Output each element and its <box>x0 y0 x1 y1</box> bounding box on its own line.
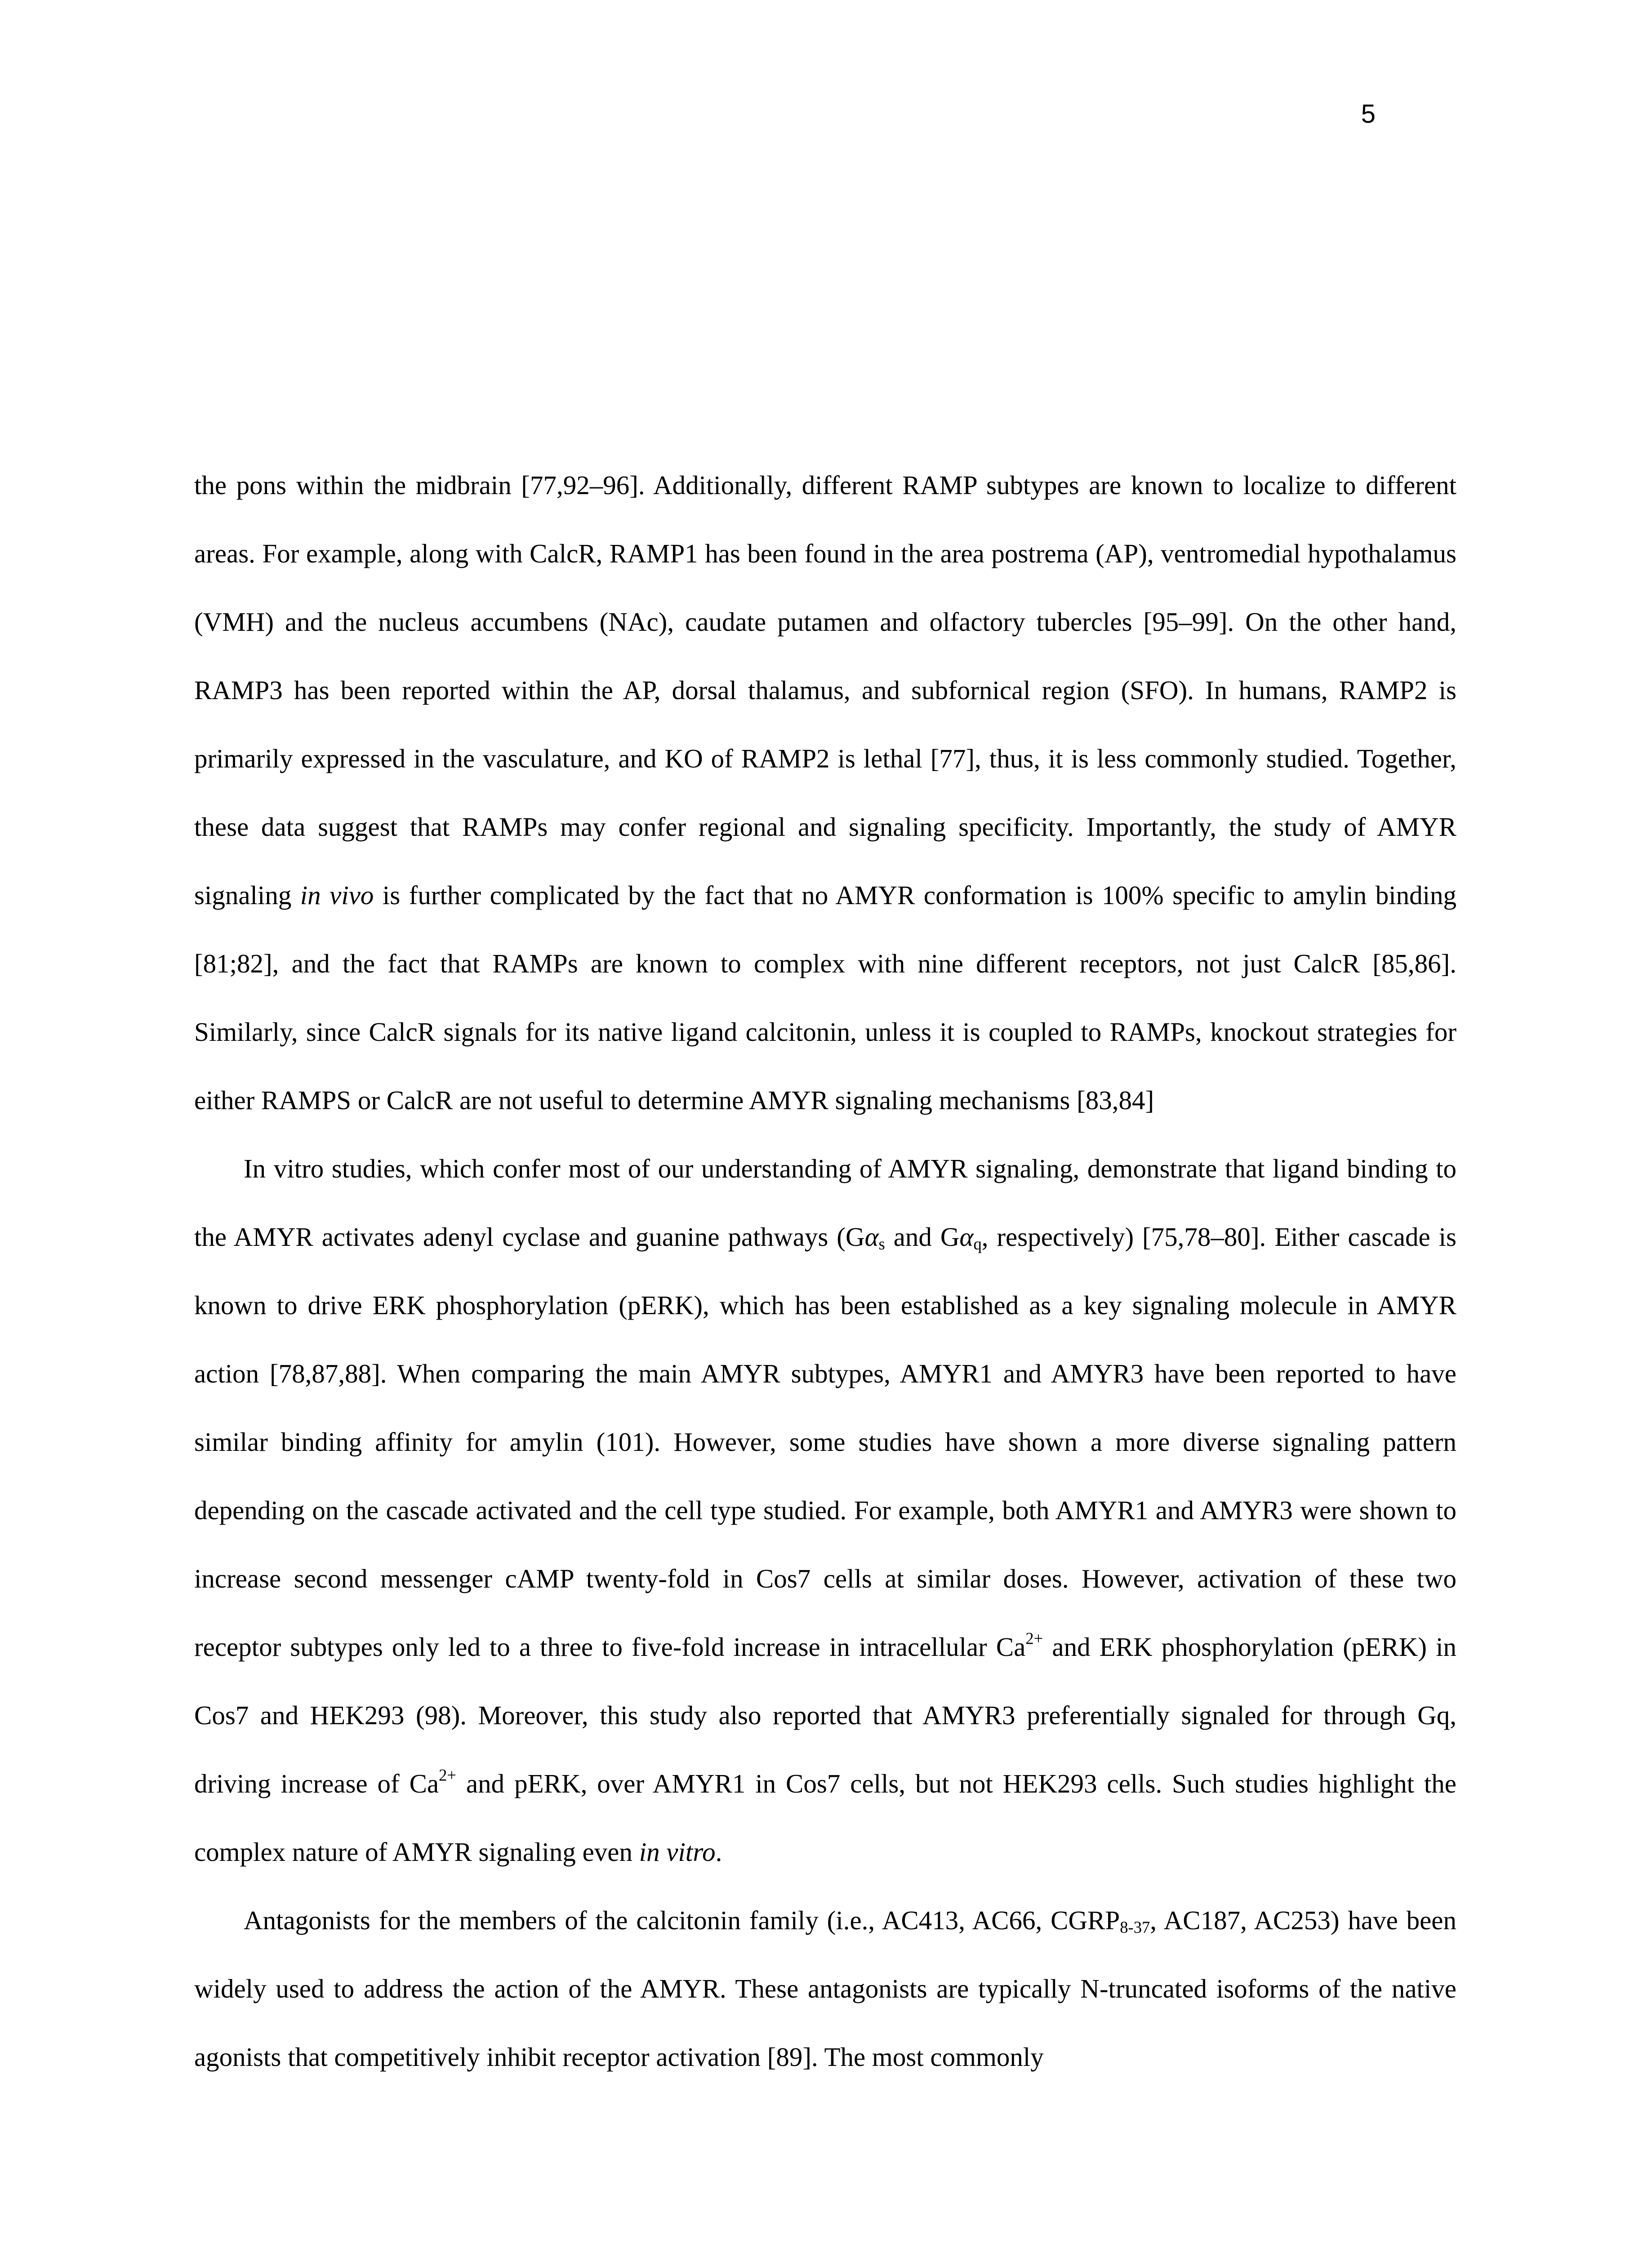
text-run: in vitro <box>639 1837 716 1867</box>
text-run: in vivo <box>300 880 374 910</box>
text-run: α <box>864 1222 879 1252</box>
text-run: , respectively) [75,78–80]. Either cascade is known to drive ERK phosphorylation (pERK), which has been established as a key signaling molecule in AMYR action [78,87,88]. When comparing the main AMYR subtypes, AMYR1 and AMYR3 have been reported to have similar binding affinity for amylin (101). However, some studies have shown a more diverse signaling pattern depending on the cascade activated and the cell type studied. For example, both AMYR1 and AMYR3 were shown to increase second messenger cAMP twenty-fold in Cos7 cells at similar doses. However, activation of these two receptor subtypes only led to a three to five-fold increase in intracellular Ca <box>194 1222 1456 1662</box>
paragraph <box>194 1886 1456 2091</box>
text-run: and G <box>885 1222 960 1252</box>
text-run: the pons within the midbrain [77,92–96]. Additionally, different RAMP subtypes are known to localize to different areas. For example, along with CalcR, RAMP1 has been found in the area postrema (AP), ventromedial hypothalamus (VMH) and the nucleus accumbens (NAc), caudate putamen and olfactory tubercles [95–99]. On the other hand, RAMP3 has been reported within the AP, dorsal thalamus, and subfornical region (SFO). In humans, RAMP2 is primarily expressed in the vasculature, and KO of RAMP2 is lethal [77], thus, it is less commonly studied. Together, these data suggest that RAMPs may confer regional and signaling specificity. Importantly, the study of AMYR signaling <box>194 470 1456 910</box>
body-text <box>194 451 1456 2091</box>
text-run: 2+ <box>439 1766 457 1784</box>
text-run: Antagonists for the members of the calcitonin family (i.e., AC413, AC66, CGRP <box>244 1905 1120 1935</box>
text-run: , AC187, AC253) have been widely used to address the action of the AMYR. These antagonists are typically N-truncated isoforms of the native agonists that competitively inhibit receptor activation [89]. The most commonly <box>194 1905 1456 2072</box>
text-run: s <box>878 1235 885 1253</box>
text-run: q <box>973 1235 982 1253</box>
page-number: 5 <box>1361 99 1376 129</box>
paragraph <box>194 1134 1456 1886</box>
text-run: and ERK phosphorylation (pERK) in Cos7 and HEK293 (98). Moreover, this study also reported that AMYR3 preferentially signaled for through Gq, driving increase of Ca <box>194 1632 1456 1798</box>
text-run: 8-37 <box>1120 1918 1150 1937</box>
text-run: . <box>715 1837 722 1867</box>
text-run: α <box>959 1222 974 1252</box>
text-run: is further complicated by the fact that no AMYR conformation is 100% specific to amylin binding [81;82], and the fact that RAMPs are known to complex with nine different receptors, not just CalcR [85,86]. Similarly, since CalcR signals for its native ligand calcitonin, unless it is coupled to RAMPs, knockout strategies for either RAMPS or CalcR are not useful to determine AMYR signaling mechanisms [83,84] <box>194 880 1456 1115</box>
text-run: 2+ <box>1025 1629 1043 1648</box>
text-run: In vitro studies, which confer most of our understanding of AMYR signaling, demonstrate that ligand binding to the AMYR activates adenyl cyclase and guanine pathways (G <box>194 1154 1456 1252</box>
text-run: and pERK, over AMYR1 in Cos7 cells, but not HEK293 cells. Such studies highlight the complex nature of AMYR signaling even <box>194 1769 1456 1867</box>
paragraph <box>194 451 1456 1134</box>
